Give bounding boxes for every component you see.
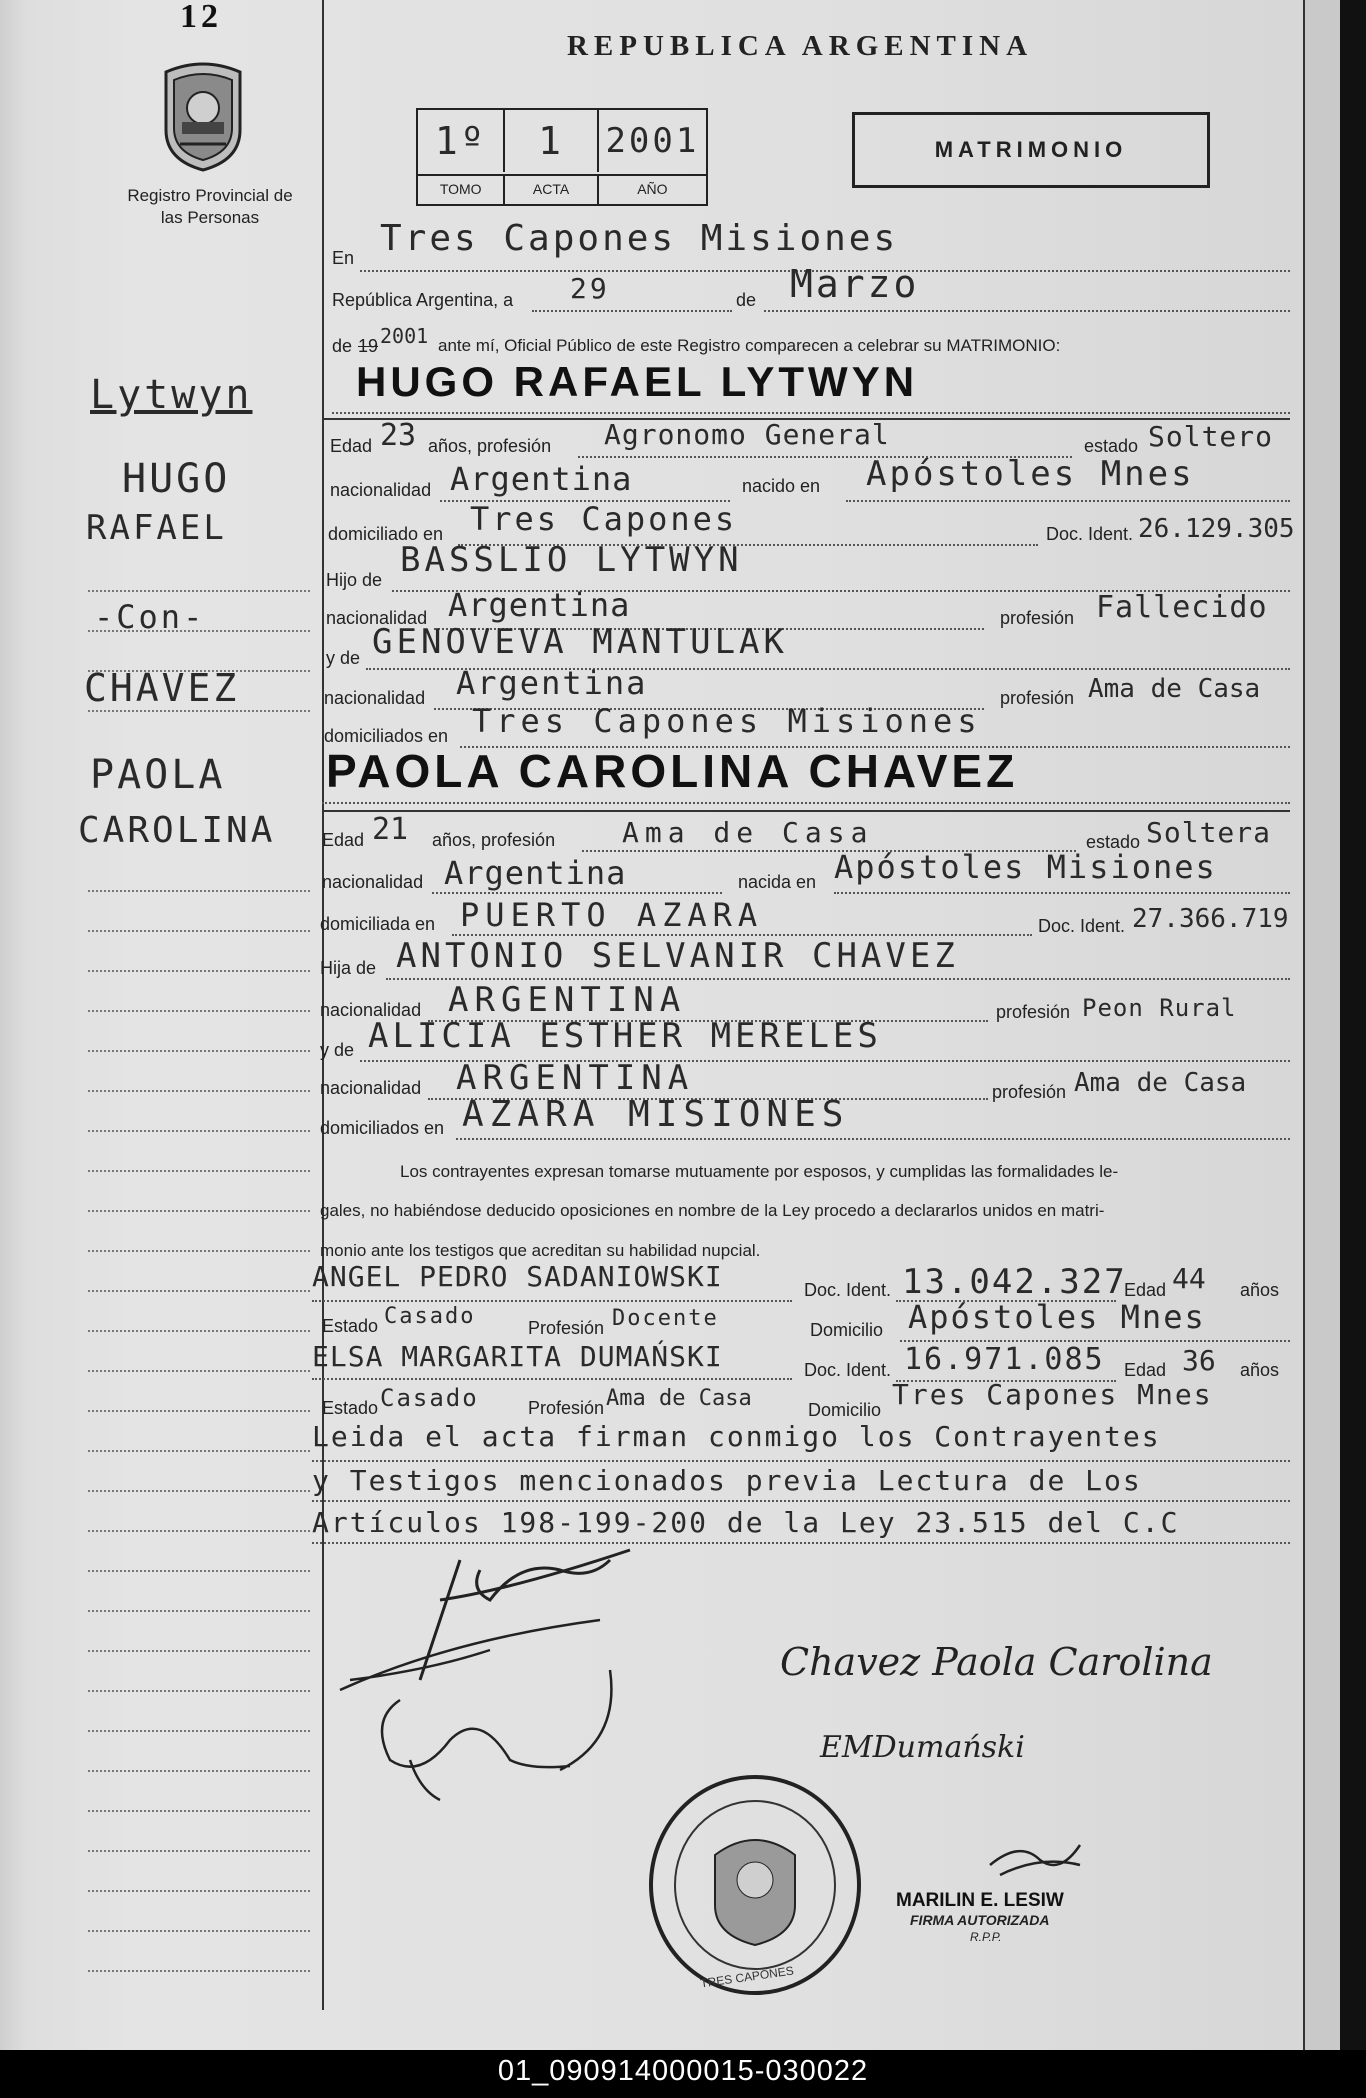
groom-domicile: Tres Capones	[470, 500, 738, 538]
groom-born-label: nacido en	[742, 476, 821, 496]
groom-doc: 26.129.305	[1138, 514, 1295, 544]
margin-ruled-lines-lower	[88, 890, 310, 2010]
witness1-estado: Casado	[384, 1304, 476, 1329]
witness1-age: 44	[1172, 1262, 1206, 1295]
bride-doc-label: Doc. Ident.	[1038, 916, 1126, 936]
bride-born: Apóstoles Misiones	[834, 848, 1217, 886]
record-number-box	[416, 108, 708, 206]
margin-name-1: HUGO	[122, 456, 231, 502]
tomo-label: TOMO	[418, 176, 505, 204]
bride-dom-label: domiciliada en	[320, 914, 436, 934]
closing-line-3: Artículos 198-199-200 de la Ley 23.515 del C.C	[312, 1506, 1180, 1539]
page-number: 12	[180, 0, 222, 35]
witness1-doc-label: Doc. Ident.	[804, 1280, 892, 1300]
witness1-edad-label: Edad	[1124, 1280, 1167, 1300]
groom-mother: GENOVEVA MANTULAK	[372, 622, 788, 662]
groom-born: Apóstoles Mnes	[866, 454, 1195, 494]
intro-month: Marzo	[790, 262, 920, 306]
witness2-doc-label: Doc. Ident.	[804, 1360, 892, 1380]
groom-full-name: HUGO RAFAEL LYTWYN	[356, 358, 919, 405]
acta-label: ACTA	[505, 176, 598, 204]
groom-doc-label: Doc. Ident.	[1046, 524, 1134, 544]
bride-nac-label: nacionalidad	[322, 872, 424, 892]
document-type: MATRIMONIO	[934, 137, 1128, 162]
witness1-dom-label: Domicilio	[810, 1320, 884, 1340]
bride-mother-nac-label: nacionalidad	[320, 1078, 422, 1098]
witness1-name: ANGEL PEDRO SADANIOWSKI	[312, 1260, 723, 1293]
anio-value: 2001	[605, 121, 700, 161]
provincial-seal-icon	[158, 60, 248, 172]
bride-father-nat: ARGENTINA	[448, 980, 687, 1020]
groom-father-nat: Argentina	[448, 586, 631, 624]
groom-estado: Soltero	[1148, 420, 1274, 453]
groom-mother-nac-label: nacionalidad	[324, 688, 426, 708]
declaration-line-2: gales, no habiéndose deducido oposiciones en nombre de la Ley procedo a declararlos unidos en matri-	[320, 1201, 1105, 1220]
de-label: de	[736, 290, 757, 310]
witness1-prof-label: Profesión	[528, 1318, 605, 1338]
groom-anios-prof-label: años, profesión	[428, 436, 552, 456]
bride-mother-label: y de	[320, 1040, 355, 1060]
margin-name-5: PAOLA	[90, 752, 226, 798]
bride-nationality: Argentina	[444, 854, 627, 892]
bride-doc: 27.366.719	[1132, 904, 1289, 934]
groom-nationality: Argentina	[450, 460, 633, 498]
closing-line-2: y Testigos mencionados previa Lectura de Los	[312, 1464, 1142, 1497]
intro-place: Tres Capones Misiones	[380, 218, 899, 259]
groom-dom-label: domiciliado en	[328, 524, 444, 544]
bride-profession: Ama de Casa	[622, 816, 874, 849]
bride-father-label: Hija de	[320, 958, 377, 978]
document-type-box	[852, 112, 1210, 188]
closing-line-1: Leida el acta firman conmigo los Contrayentes	[312, 1420, 1161, 1453]
intro-day: 29	[570, 272, 610, 305]
witness1-domicile: Apóstoles Mnes	[908, 1298, 1206, 1336]
witness2-estado: Casado	[380, 1384, 479, 1412]
bride-mother-prof-label: profesión	[992, 1082, 1067, 1102]
intro-year: 2001	[380, 324, 429, 348]
margin-name-6: CAROLINA	[78, 810, 276, 851]
witness2-name: ELSA MARGARITA DUMAŃSKI	[312, 1340, 723, 1373]
bride-father-prof-label: profesión	[996, 1002, 1071, 1022]
groom-father: BASSLIO LYTWYN	[400, 540, 743, 580]
official-stamp-sub: R.P.P.	[970, 1930, 1002, 1944]
witness2-domicile: Tres Capones Mnes	[892, 1378, 1213, 1411]
country-title: REPUBLICA ARGENTINA	[566, 30, 1034, 62]
margin-surname-groom: Lytwyn	[90, 372, 253, 418]
bride-parents-dom-label: domiciliados en	[320, 1118, 445, 1138]
tomo-value: 1º	[418, 110, 505, 172]
bride-parents-dom: AZARA MISIONES	[462, 1094, 850, 1135]
en-label: En	[332, 248, 355, 268]
margin-name-4: CHAVEZ	[84, 666, 240, 710]
witness1-doc: 13.042.327	[902, 1262, 1127, 1302]
witness1-anios: años	[1240, 1280, 1280, 1300]
groom-father-label: Hijo de	[326, 570, 383, 590]
acta-value: 1	[505, 110, 598, 172]
official-stamp-role: FIRMA AUTORIZADA	[910, 1912, 1050, 1928]
bride-signature: Chavez Paola Carolina	[780, 1640, 1213, 1684]
groom-age: 23	[380, 418, 417, 453]
groom-profession: Agronomo General	[604, 418, 890, 451]
witness1-profession: Docente	[612, 1306, 719, 1331]
witness2-prof-label: Profesión	[528, 1398, 605, 1418]
groom-nac-label: nacionalidad	[330, 480, 432, 500]
bride-age: 21	[372, 812, 409, 847]
republica-label: República Argentina, a	[332, 290, 514, 310]
de-year-label: de	[332, 336, 353, 356]
bride-mother: ALICIA ESTHER MERELES	[368, 1016, 882, 1056]
official-round-stamp-icon	[645, 1775, 865, 1995]
groom-father-prof-label: profesión	[1000, 608, 1075, 628]
groom-mother-prof-label: profesión	[1000, 688, 1075, 708]
groom-edad-label: Edad	[330, 436, 373, 456]
bride-father-prof: Peon Rural	[1082, 994, 1237, 1022]
witness1-estado-label: Estado	[322, 1316, 379, 1336]
declaration-line-3: monio ante los testigos que acreditan su habilidad nupcial.	[320, 1241, 761, 1260]
groom-parents-dom-label: domiciliados en	[324, 726, 449, 746]
margin-name-2: RAFAEL	[86, 508, 227, 548]
witness2-estado-label: Estado	[322, 1398, 379, 1418]
margin-ruled-lines	[88, 590, 310, 750]
declaration-line-1: Los contrayentes expresan tomarse mutuamente por esposos, y cumplidas las formalidades le-	[400, 1162, 1119, 1181]
groom-estado-label: estado	[1084, 436, 1139, 456]
groom-mother-nat: Argentina	[456, 664, 648, 702]
bride-mother-prof: Ama de Casa	[1074, 1068, 1247, 1098]
bride-mother-nat: ARGENTINA	[456, 1058, 695, 1098]
witness2-doc: 16.971.085	[904, 1342, 1105, 1377]
bride-anios-prof-label: años, profesión	[432, 830, 556, 850]
bride-estado-label: estado	[1086, 832, 1141, 852]
bride-edad-label: Edad	[322, 830, 365, 850]
witness2-profession: Ama de Casa	[606, 1386, 752, 1411]
bride-full-name: PAOLA CAROLINA CHAVEZ	[326, 745, 1019, 797]
witness2-edad-label: Edad	[1124, 1360, 1167, 1380]
intro-statement: ante mí, Oficial Público de este Registro comparecen a celebrar su MATRIMONIO:	[438, 336, 1061, 355]
anio-label: AÑO	[637, 181, 668, 197]
groom-father-nac-label: nacionalidad	[326, 608, 428, 628]
witness2-dom-label: Domicilio	[808, 1400, 882, 1420]
groom-mother-prof: Ama de Casa	[1088, 674, 1261, 704]
witness2-anios: años	[1240, 1360, 1280, 1380]
year-struck: 19	[358, 336, 379, 356]
page-edge	[1303, 0, 1340, 2050]
groom-father-prof: Fallecido	[1096, 590, 1268, 625]
scan-file-code: 01_090914000015-030022	[497, 2055, 869, 2087]
bride-estado: Soltera	[1146, 816, 1272, 849]
groom-mother-label: y de	[326, 648, 361, 668]
bride-father: ANTONIO SELVANIR CHAVEZ	[396, 936, 959, 976]
witness2-age: 36	[1182, 1344, 1216, 1377]
margin-con: -Con-	[94, 598, 206, 636]
bride-born-label: nacida en	[738, 872, 817, 892]
round-stamp-text: TRES CAPONES	[699, 1963, 795, 1991]
witness-signature: EMDumański	[820, 1730, 1025, 1765]
bride-domicile: PUERTO AZARA	[460, 896, 764, 934]
bride-father-nac-label: nacionalidad	[320, 1000, 422, 1020]
registry-label: Registro Provincial de las Personas	[127, 186, 293, 227]
groom-signature	[330, 1530, 660, 1810]
official-stamp-name: MARILIN E. LESIW	[896, 1890, 1064, 1911]
groom-parents-dom: Tres Capones Misiones	[472, 702, 982, 740]
official-signature	[980, 1835, 1090, 1885]
